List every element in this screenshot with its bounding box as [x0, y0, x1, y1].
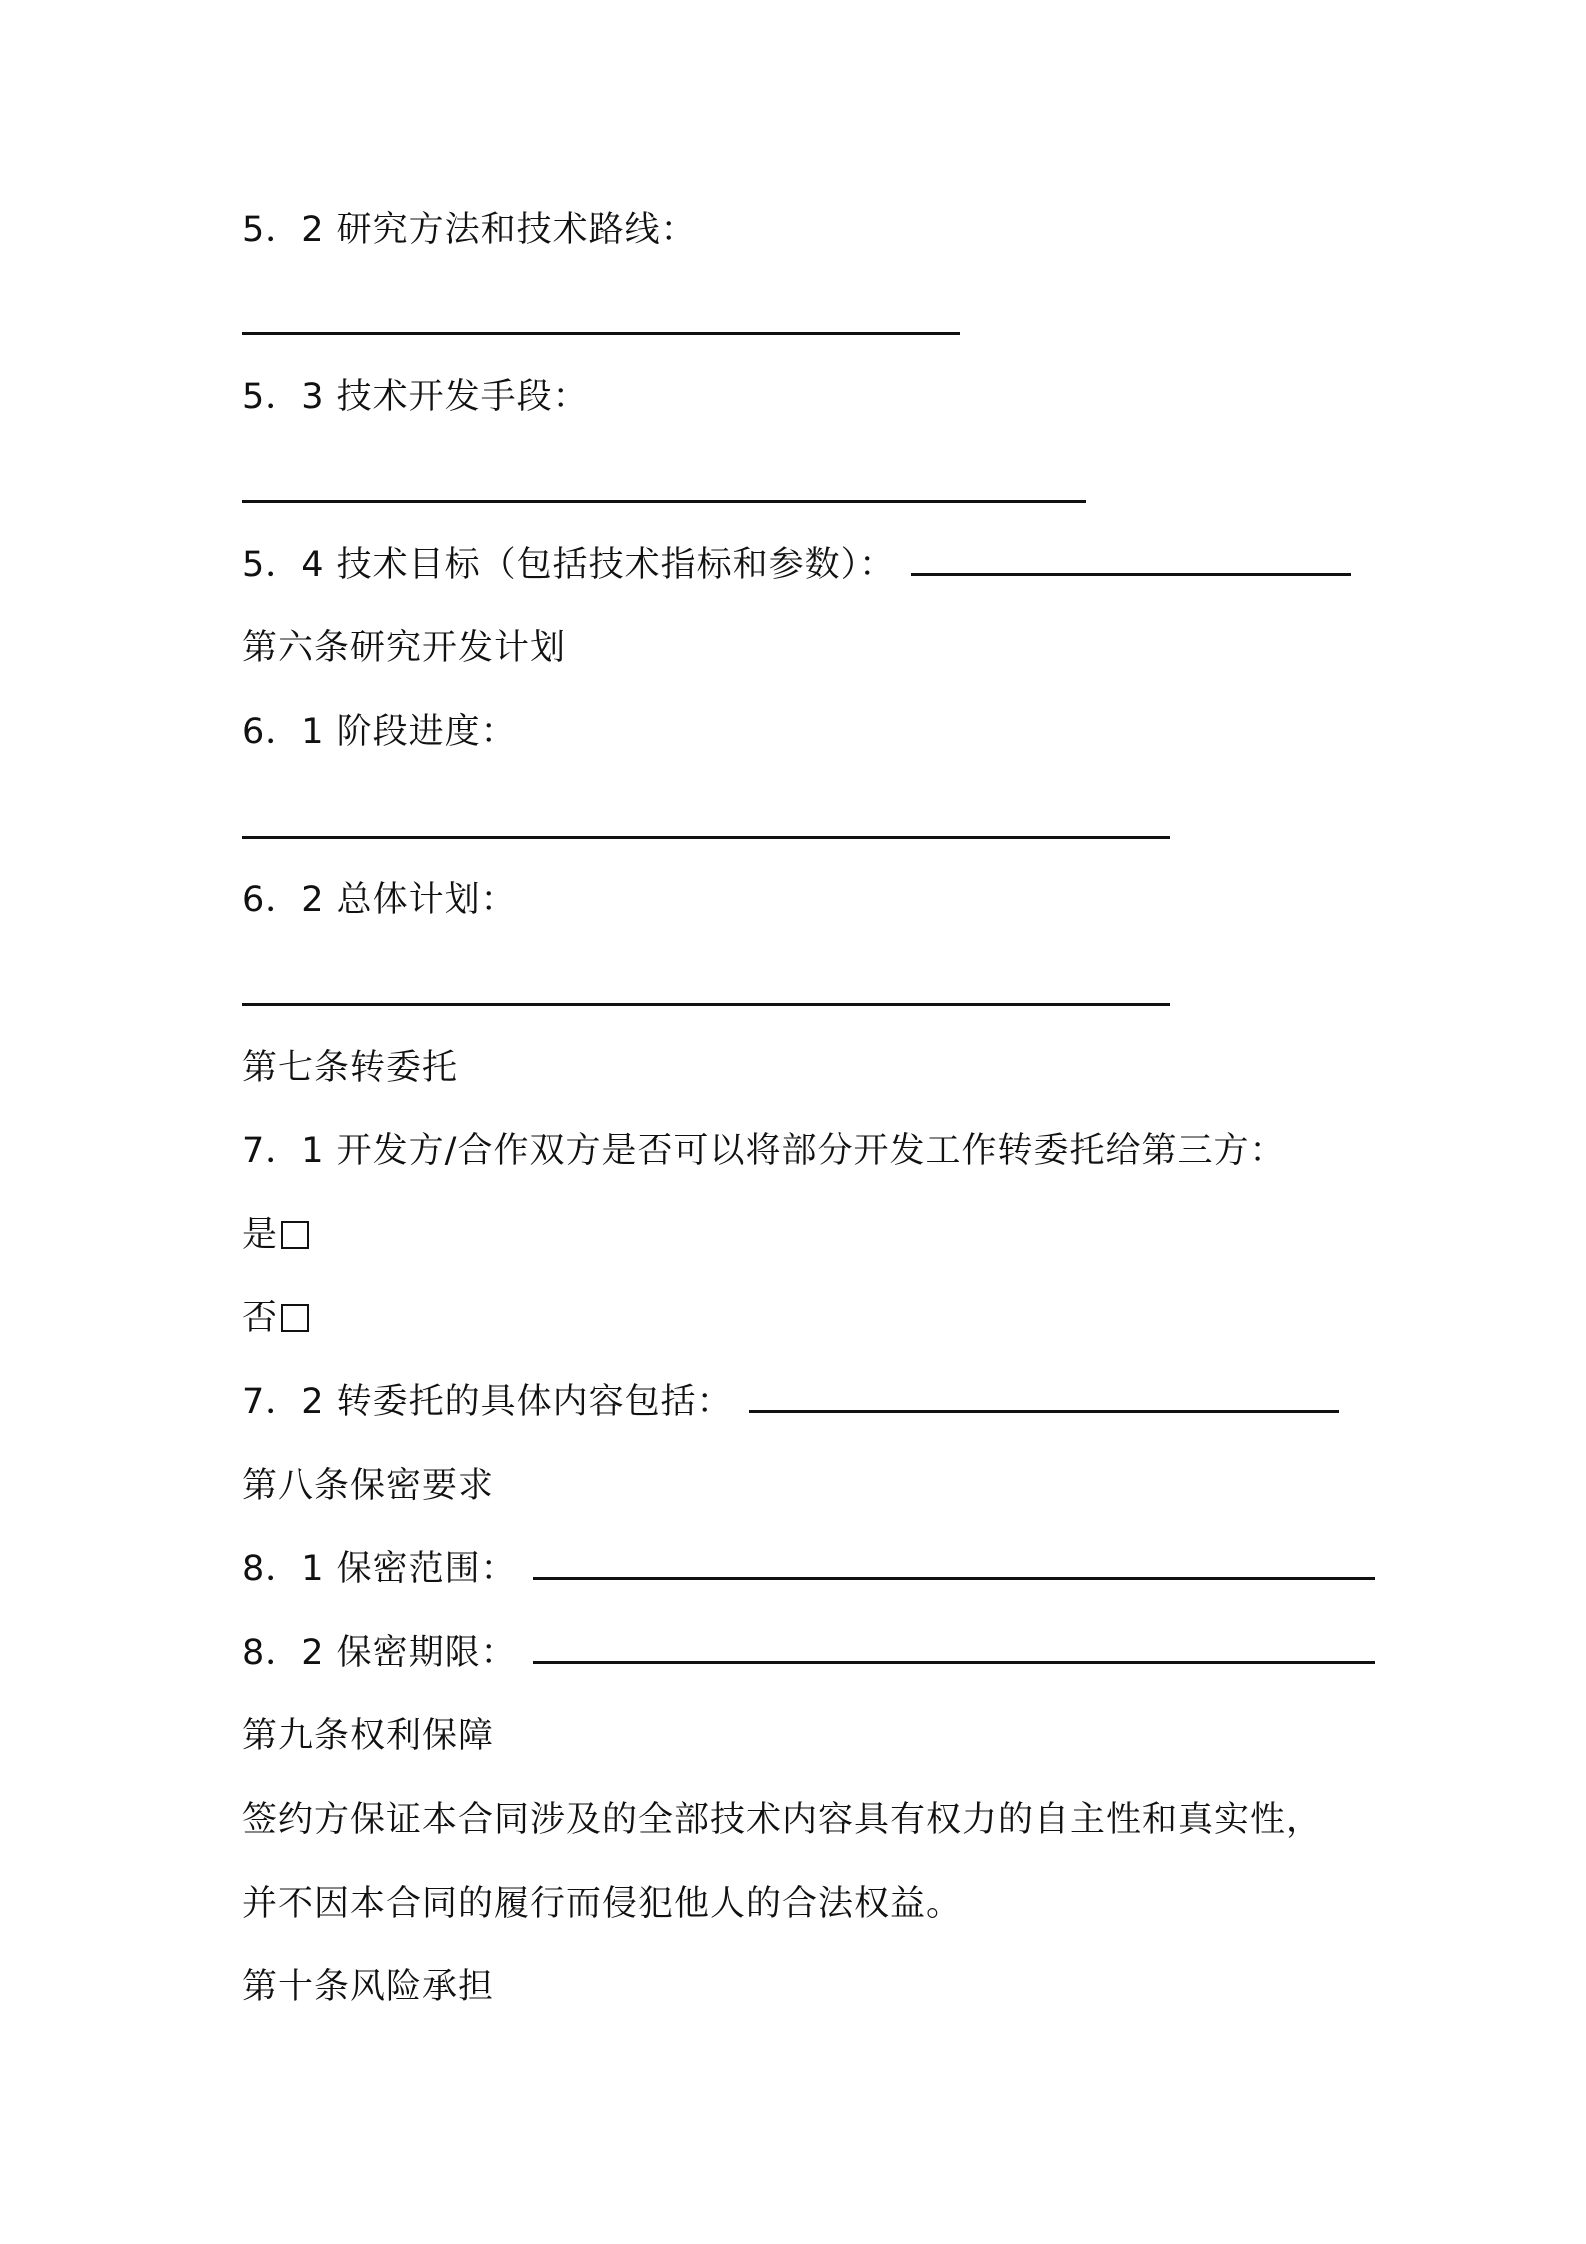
article-9-body-line-1: 签约方保证本合同涉及的全部技术内容具有权力的自主性和真实性，: [242, 1800, 1323, 1840]
article-8-heading: 第八条保密要求: [242, 1466, 495, 1506]
article-9-body-line-2: 并不因本合同的履行而侵犯他人的合法权益。: [242, 1884, 963, 1924]
section-6-1-blank-line[interactable]: [242, 836, 1170, 839]
article-6-heading: 第六条研究开发计划: [242, 628, 567, 668]
section-5-2-blank-line[interactable]: [242, 332, 960, 335]
section-5-4-row: [242, 540, 1351, 590]
section-8-2-label: 8．2 保密期限：: [242, 1633, 517, 1673]
option-no-label: 否: [242, 1298, 279, 1338]
section-8-1-label: 8．1 保密范围：: [242, 1549, 517, 1589]
section-6-2-label: 6．2 总体计划：: [242, 880, 517, 920]
section-7-2-row: [242, 1377, 1339, 1427]
section-6-2-blank-line[interactable]: [242, 1003, 1170, 1006]
section-5-4-blank-line[interactable]: [911, 573, 1351, 576]
option-no-checkbox[interactable]: [281, 1304, 309, 1332]
option-yes-checkbox[interactable]: [281, 1221, 309, 1249]
section-8-1-blank-line[interactable]: [533, 1577, 1375, 1580]
article-7-heading: 第七条转委托: [242, 1048, 459, 1088]
section-6-1-label: 6．1 阶段进度：: [242, 712, 517, 752]
section-5-3-blank-line[interactable]: [242, 500, 1086, 503]
section-5-4-label: 5．4 技术目标（包括技术指标和参数）：: [242, 545, 896, 585]
option-no-row[interactable]: [242, 1293, 309, 1343]
article-10-heading: 第十条风险承担: [242, 1967, 495, 2007]
option-yes-label: 是: [242, 1215, 279, 1255]
section-7-2-blank-line[interactable]: [749, 1410, 1339, 1413]
section-7-1-label: 7．1 开发方/合作双方是否可以将部分开发工作转委托给第三方：: [242, 1131, 1286, 1171]
section-8-2-blank-line[interactable]: [533, 1661, 1375, 1664]
section-5-3-label: 5．3 技术开发手段：: [242, 377, 589, 417]
section-8-1-row: [242, 1544, 1375, 1594]
option-yes-row[interactable]: [242, 1210, 309, 1260]
section-8-2-row: [242, 1628, 1375, 1678]
section-7-2-label: 7．2 转委托的具体内容包括：: [242, 1382, 733, 1422]
article-9-heading: 第九条权利保障: [242, 1716, 495, 1756]
section-5-2-label: 5．2 研究方法和技术路线：: [242, 210, 697, 250]
